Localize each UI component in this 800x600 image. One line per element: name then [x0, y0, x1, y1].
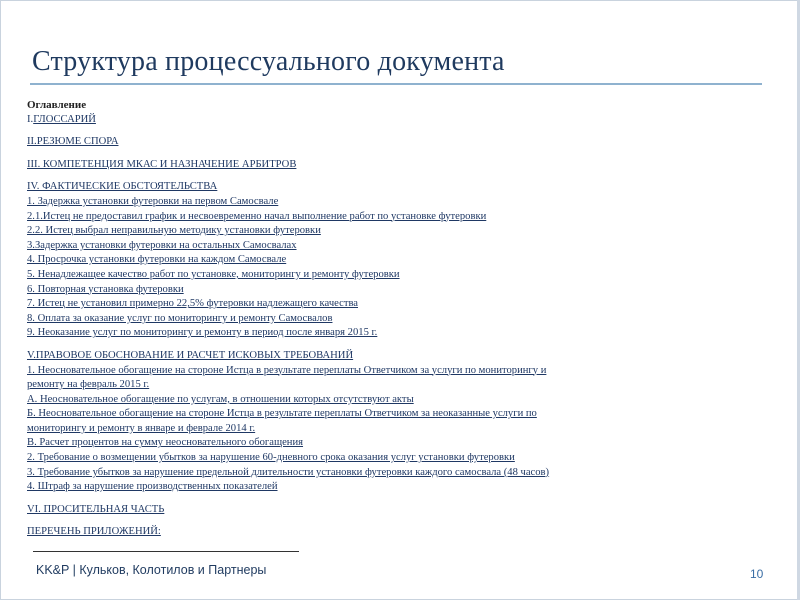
title-divider [30, 83, 762, 85]
footer-company: KK&P | Кульков, Колотилов и Партнеры [36, 563, 267, 577]
toc-section-1[interactable] [27, 113, 727, 128]
toc-link-facts-item[interactable]: 3.Задержка установки футеровки на остальных Самосвалах [27, 239, 297, 251]
table-of-contents [27, 98, 727, 540]
toc-link-legal-grounds[interactable]: V.ПРАВОВОЕ ОБОСНОВАНИЕ И РАСЧЕТ ИСКОВЫХ ТРЕБОВАНИЙ [27, 349, 354, 361]
toc-link-facts[interactable]: IV. ФАКТИЧЕСКИЕ ОБСТОЯТЕЛЬСТВА [27, 181, 218, 193]
toc-section-1-prefix: I. [27, 113, 34, 125]
toc-link-legal-item[interactable]: А. Неосновательное обогащение по услугам, в отношении которых отсутствуют акты [27, 393, 414, 405]
toc-link-petition[interactable]: VI. ПРОСИТЕЛЬНАЯ ЧАСТЬ [27, 503, 165, 515]
toc-link-dispute-summary[interactable]: II.РЕЗЮМЕ СПОРА [27, 136, 119, 148]
toc-link-glossary[interactable]: ГЛОССАРИЙ [33, 113, 96, 125]
toc-link-legal-item[interactable]: 1. Неосновательное обогащение на стороне Истца в результате переплаты Ответчиком за услуги по мониторингу и [27, 364, 547, 376]
toc-link-competence[interactable]: III. КОМПЕТЕНЦИЯ МКАС И НАЗНАЧЕНИЕ АРБИТРОВ [27, 158, 297, 170]
toc-heading: Оглавление [27, 99, 87, 111]
toc-link-legal-item[interactable]: 3. Требование убытков за нарушение предельной длительности установки футеровки каждого самосвала (48 часов) [27, 466, 550, 478]
page-title: Структура процессуального документа [32, 46, 505, 77]
toc-link-facts-item[interactable]: 7. Истец не установил примерно 22,5% футеровки надлежащего качества [27, 298, 359, 310]
toc-link-legal-item[interactable]: 2. Требование о возмещении убытков за нарушение 60-дневного срока оказания услуг установки футеровки [27, 452, 515, 464]
toc-link-facts-item[interactable]: 2.1.Истец не предоставил график и несвоевременно начал выполнение работ по установке футеровки [27, 210, 487, 222]
toc-link-legal-item[interactable]: ремонту на февраль 2015 г. [27, 379, 150, 391]
toc-link-facts-item[interactable]: 6. Повторная установка футеровки [27, 283, 184, 295]
toc-link-facts-item[interactable]: 5. Ненадлежащее качество работ по установке, мониторингу и ремонту футеровки [27, 268, 400, 280]
toc-link-facts-item[interactable]: 9. Неоказание услуг по мониторингу и ремонту в период после января 2015 г. [27, 327, 378, 339]
page-number: 10 [750, 567, 764, 581]
toc-link-legal-item[interactable]: мониторингу и ремонту в январе и феврале 2014 г. [27, 422, 256, 434]
footer-divider [33, 551, 299, 552]
toc-link-facts-item[interactable]: 2.2. Истец выбрал неправильную методику установки футеровки [27, 225, 321, 237]
toc-link-legal-item[interactable]: 4. Штраф за нарушение производственных показателей [27, 481, 278, 493]
toc-link-legal-item[interactable]: В. Расчет процентов на сумму неосновательного обогащения [27, 437, 304, 449]
toc-link-legal-item[interactable]: Б. Неосновательное обогащение на стороне Истца в результате переплаты Ответчиком за неоказанные услуги по [27, 408, 537, 420]
toc-link-facts-item[interactable]: 4. Просрочка установки футеровки на каждом Самосвале [27, 254, 287, 266]
toc-link-facts-item[interactable]: 1. Задержка установки футеровки на первом Самосвале [27, 195, 279, 207]
toc-link-facts-item[interactable]: 8. Оплата за оказание услуг по мониторингу и ремонту Самосвалов [27, 312, 333, 324]
toc-link-appendices[interactable]: ПЕРЕЧЕНЬ ПРИЛОЖЕНИЙ: [27, 526, 161, 538]
